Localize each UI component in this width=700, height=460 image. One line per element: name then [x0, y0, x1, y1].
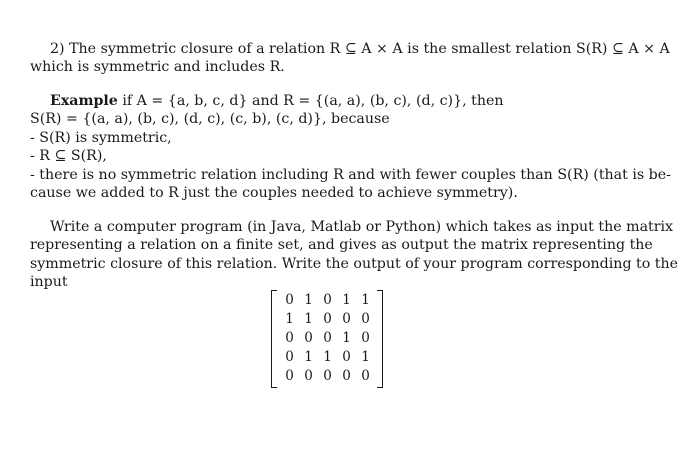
example-line: - R ⊆ S(R),	[30, 148, 107, 165]
input-matrix	[271, 290, 383, 386]
matrix-row	[280, 310, 375, 329]
task-line: Write a computer program (in Java, Matlab or Python) which takes as input the matrix	[50, 219, 674, 235]
matrix-row	[280, 366, 375, 385]
example-paragraph	[30, 92, 671, 202]
matrix-cell: 0	[323, 367, 332, 384]
matrix-cell: 0	[285, 367, 294, 384]
matrix-left-bracket	[271, 290, 277, 388]
example-line: S(R) = {(a, a), (b, c), (d, c), (c, b), (c, d)}, because	[30, 111, 390, 128]
example-line: cause we added to R just the couples needed to achieve symmetry).	[30, 185, 518, 202]
matrix-cell: 0	[285, 329, 294, 346]
matrix-row	[280, 329, 375, 348]
matrix-row	[280, 347, 375, 366]
matrix-cell: 0	[285, 348, 294, 365]
matrix-row	[280, 291, 375, 310]
matrix-cell: 1	[342, 329, 351, 346]
matrix-cell: 0	[304, 329, 313, 346]
definition-line: 2) The symmetric closure of a relation R ⊆ A × A is the smallest relation S(R) ⊆ A × A	[50, 41, 670, 57]
matrix-cell: 0	[361, 311, 370, 328]
task-paragraph	[30, 218, 679, 292]
matrix-cell: 1	[342, 292, 351, 309]
matrix-table	[280, 291, 375, 385]
task-line: representing a relation on a finite set, and gives as output the matrix representing the	[30, 237, 653, 254]
matrix-cell: 0	[323, 311, 332, 328]
matrix-cell: 1	[361, 292, 370, 309]
task-line: input	[30, 274, 68, 291]
example-line: - S(R) is symmetric,	[30, 129, 172, 146]
definition-line: which is symmetric and includes R.	[30, 59, 285, 76]
matrix-right-bracket	[377, 290, 383, 388]
matrix-cell: 0	[323, 292, 332, 309]
matrix-cell: 0	[342, 348, 351, 365]
matrix-cell: 1	[361, 348, 370, 365]
definition-paragraph	[30, 40, 670, 77]
example-label: Example	[50, 93, 118, 109]
matrix-cell: 0	[323, 329, 332, 346]
matrix-cell: 1	[304, 292, 313, 309]
example-first-line	[30, 92, 630, 110]
matrix-cell: 0	[304, 367, 313, 384]
matrix-cell: 0	[342, 367, 351, 384]
matrix-cell: 1	[285, 311, 294, 328]
example-line: if A = {a, b, c, d} and R = {(a, a), (b, c), (d, c)}, then	[122, 93, 504, 109]
matrix-cell: 0	[285, 292, 294, 309]
matrix-cell: 1	[304, 311, 313, 328]
matrix-cell: 0	[342, 311, 351, 328]
example-line: - there is no symmetric relation including R and with fewer couples than S(R) (that is be-	[30, 166, 671, 183]
matrix-cell: 1	[323, 348, 332, 365]
matrix-cell: 0	[361, 329, 370, 346]
matrix-cell: 0	[361, 367, 370, 384]
matrix-cell: 1	[304, 348, 313, 365]
task-line: symmetric closure of this relation. Write the output of your program corresponding to the	[30, 255, 679, 272]
